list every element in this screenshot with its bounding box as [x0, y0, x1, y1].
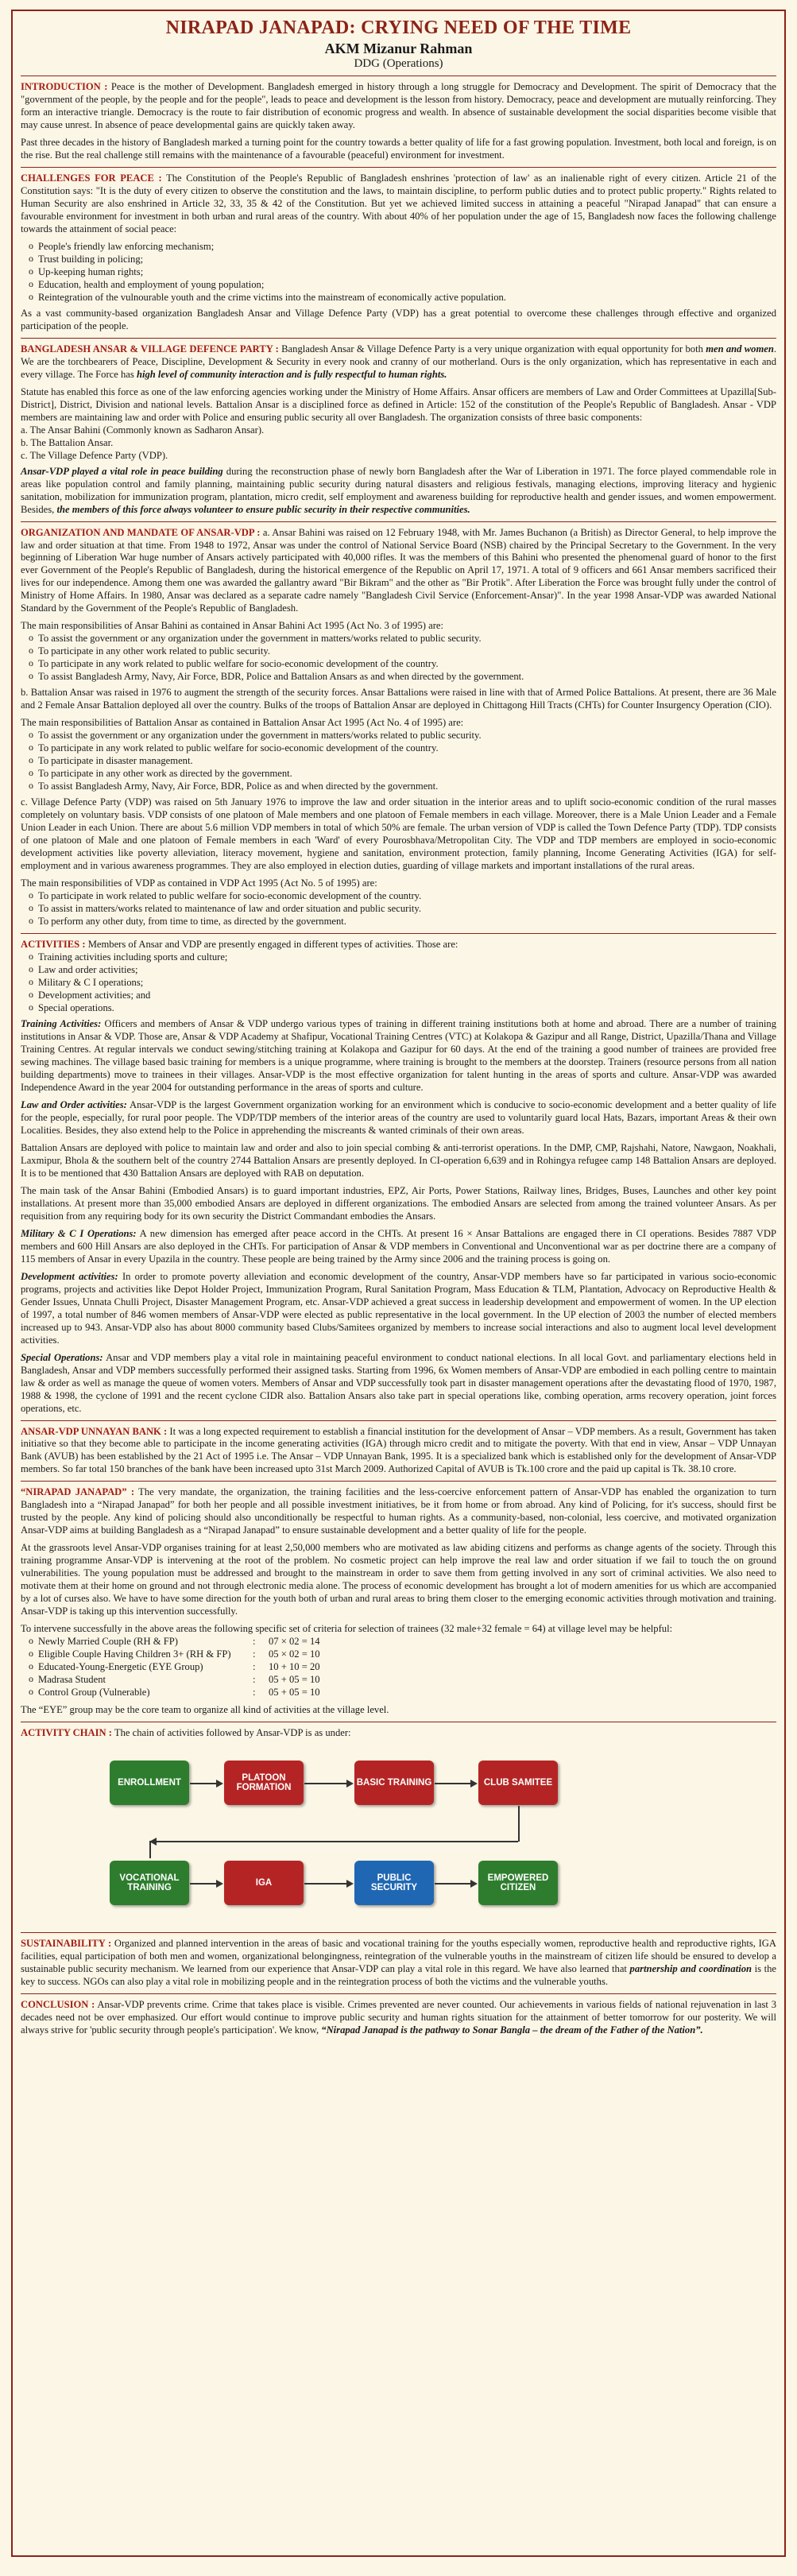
list-item: b. The Battalion Ansar.	[21, 436, 114, 448]
chain-connector	[149, 1841, 151, 1858]
list-item: o To participate in any work related to public welfare for socio-economic development of the country.	[29, 742, 776, 755]
chain-arrow	[304, 1783, 352, 1784]
bank-heading: ANSAR-VDP UNNAYAN BANK :	[21, 1425, 168, 1437]
mandate-list-2	[21, 730, 776, 793]
list-item: o Development activities; and	[29, 990, 776, 1002]
list-item: c. The Village Defence Party (VDP).	[21, 449, 168, 461]
training-paragraph	[21, 1018, 776, 1094]
table-row	[29, 1636, 776, 1648]
mandate-text-1: a. Ansar Bahini was raised on 12 February 1948, with Mr. James Buchanon (a British) as Director General, to help improve the law and order situation at that time. From 1948 to 1972, Ansar was under the control of National Service Board (NSB) chaired by the Principal Secretary to the Government. In the very beginning of Liberation War huge number of Ansars actively participated with 40,000 rifles. It was the members of this Bahini who presented the phenomenal guard of honor to the first ever Government of the People's Republic of Bangladesh, during the historical emergence of the Republic on April 17, 1971. A total of 9 officers and 661 Ansar members sacrificed their lives for our independence. Among them one was awarded the gallantry award "Bir Bikram" and the other as "Bir Protik". After Liberation the Force was brought fully under the control of Ministry of Home Affairs. In 1980, Ansar was declared as a separate cadre namely "Bangladesh Civil Service (Enforcement-Ansar)". In the year 1998 Ansar-VDP was awarded National Standard by the Government of the People's Republic of Bangladesh.	[21, 526, 776, 614]
nirapad-text-1: The very mandate, the organization, the training facilities and the less-coercive enforcement pattern of Ansar-VDP has enabled the organization to turn Bangladesh into a “Nirapad Janapad” for both her people and all possible investment initiatives, be it from home or from abroad. Any kind of Policing, for it's success, should first be trusted by the people. Any kind of policing should also unconditionally be respectful to human rights. As a community-based, non-colonial, less coercive, and motivated organization Ansar-VDP aims at building Bangladesh as a “Nirapad Janapad” to ensure sustainable development and a better quality of life for the people.	[21, 1486, 777, 1536]
chain-intro	[21, 1727, 776, 1740]
special-label: Special Operations:	[21, 1351, 103, 1363]
section-divider	[21, 167, 776, 168]
list-item: o Trust building in policing;	[29, 254, 776, 266]
list-item: o People's friendly law enforcing mechanism;	[29, 241, 776, 254]
chain-arrow	[190, 1883, 222, 1885]
mandate-paragraph-2: b. Battalion Ansar was raised in 1976 to augment the strength of the security forces. Ansar Battalions were raised in line with that of Armed Police Battalions. At present, there are 36 Male and 2 Female Ansar Battalion deployed all over the country. Bulks of the troops of Battalion Ansar are deployed in Chittagong Hill Tracts (CHTs) for Counter Insurgency Operation (CIO).	[21, 687, 776, 711]
development-label: Development activities:	[21, 1270, 118, 1282]
law-label: Law and Order activities:	[21, 1098, 127, 1110]
criteria-label: o Educated-Young-Energetic (EYE Group)	[29, 1661, 253, 1674]
activities-intro-text: Members of Ansar and VDP are presently engaged in different types of activities. Those are:	[87, 939, 458, 951]
special-paragraph	[21, 1352, 776, 1416]
chain-connector	[518, 1806, 520, 1842]
chain-arrow	[304, 1883, 352, 1885]
list-item: o To participate in work related to public welfare for socio-economic development of the country.	[29, 890, 776, 903]
vdp-heading: BANGLADESH ANSAR & VILLAGE DEFENCE PARTY :	[21, 343, 279, 354]
chain-arrow	[435, 1883, 476, 1885]
military-text: A new dimension has emerged after peace accord in the CHTs. At present 16 × Ansar Battalions are engaged there in CI operations. Besides 7887 VDP members and 600 Hill Ansars are also deployed in the CHTs. For participation of Ansar & VDP members in Conventional and Unconventional war as per doctrine there are a company of 115 members of Ansar in every Upazila in the country. These people are being trained by the Army since 2006 and the training process is going on.	[21, 1227, 776, 1265]
criteria-table	[29, 1636, 776, 1699]
criteria-colon: :	[253, 1661, 256, 1673]
chain-box-label: IGA	[255, 1878, 273, 1888]
vdp-components	[21, 424, 776, 463]
list-item: o To assist the government or any organization under the government in matters/works related to public security.	[29, 730, 776, 742]
list-item: o Special operations.	[29, 1002, 776, 1015]
vdp-paragraph-1	[21, 343, 776, 382]
mandate-resp-3: The main responsibilities of VDP as contained in VDP Act 1995 (Act No. 5 of 1995) are:	[21, 877, 377, 889]
vdp-text-1d: high level of community interaction and is fully respectful to human rights.	[136, 368, 447, 380]
chain-box-enrollment	[110, 1761, 189, 1805]
chain-box-label: CLUB SAMITEE	[483, 1778, 553, 1788]
mandate-paragraph-1	[21, 527, 776, 616]
author-designation: DDG (Operations)	[354, 57, 443, 70]
criteria-colon: :	[253, 1687, 256, 1699]
chain-arrow	[435, 1783, 476, 1784]
list-item: o To participate in disaster management.	[29, 755, 776, 768]
mandate-list-3	[21, 890, 776, 928]
list-item: o Education, health and employment of young population;	[29, 279, 776, 292]
mandate-heading: ORGANIZATION AND MANDATE OF ANSAR-VDP :	[21, 526, 261, 538]
mandate-resp-2: The main responsibilities of Battalion Ansar as contained in Battalion Ansar Act 1995 (Act No. 4 of 1995) are:	[21, 717, 464, 729]
military-paragraph	[21, 1228, 776, 1266]
chain-box-empowered-citizen	[478, 1861, 558, 1905]
conclusion-paragraph	[21, 1999, 776, 2037]
chain-box-label: BASIC TRAINING	[356, 1778, 432, 1788]
article-title: NIRAPAD JANAPAD: CRYING NEED OF THE TIME	[165, 17, 632, 38]
bank-paragraph	[21, 1426, 776, 1477]
chain-box-public-security	[354, 1861, 434, 1905]
section-divider	[21, 1932, 776, 1933]
mandate-paragraph-3: c. Village Defence Party (VDP) was raised on 5th January 1976 to improve the law and order situation in the interior areas and to uplift socio-economic condition of the rural masses completely on voluntary basis. VDP consists of one platoon of Male members and one platoon of Female members in each village. Moreover, there is a Male Union Leader and a Female Union Leader in each Union. There are about 5.6 million VDP members in total of which 50% are female. The urban version of VDP is called the Town Defence Party (TDP). TDP consists of one platoon of Male and one platoon of Female members in each 'Ward' of every Pourosbhava/Metropolitan City. The VDP and TDP members are employed in socio-economic development activities like poverty alleviation, literacy movement, hygiene and sanitation, environment protection, family planning, Income Generating Activities (IGA) for self-employment and in various awareness programmes. They are also employed in election duties, guarding of village markets and important installations of the rural areas.	[21, 796, 776, 872]
training-text: Officers and members of Ansar & VDP undergo various types of training in different training institutions both at home and abroad. There are a number of training institutions in Ansar & VDP. Those are, Ansar & VDP Academy at Shafipur, Vocational Training Centres (VTC) at Kolakopa & Gazipur and all Range, District, Upazilla/Thana and Village Training Centres. At regular intervals we conduct sewing/stitching training at Kolakopa and Gazipur for 60 days. At the end of the training a good number of trainees are provided free sewing machines. The village based basic training for members is a unique programme, where training is brought to the members at the doorstep. Trainers (resource persons from all nation building departments) move to trainees in their villages. Ansar-VDP is the most effective organization for talent hunting in the areas of sports and culture. Ansar-VDP was awarded Independence Award in the year 2004 for outstanding performance in the areas of sports and culture.	[21, 1017, 777, 1093]
section-divider	[21, 521, 776, 522]
criteria-colon: :	[253, 1636, 256, 1648]
list-item: o To assist the government or any organization under the government in matters/works related to public security.	[29, 633, 776, 645]
criteria-value: 05 + 05 = 10	[269, 1687, 320, 1699]
intro-paragraph-1	[21, 81, 776, 132]
list-item: o To assist Bangladesh Army, Navy, Air Force, BDR, Police as and when directed by the government.	[29, 781, 776, 793]
sustainability-text-3: is the key to success. NGOs can also play a vital role in mobilizing people and in the reintegration process of both the victims and the vulnerable youths.	[21, 1963, 777, 1988]
criteria-label: o Newly Married Couple (RH & FP)	[29, 1636, 253, 1648]
conclusion-text-2: “Nirapad Janapad is the pathway to Sonar Bangla – the dream of the Father of the Nation”.	[321, 2024, 703, 2036]
chain-box-label: EMPOWERED CITIZEN	[487, 1873, 549, 1893]
chain-box-label: VOCATIONAL TRAINING	[119, 1873, 180, 1893]
conclusion-text-1: Ansar-VDP prevents crime. Crime that takes place is visible. Crimes prevented are never counted. Our achievements in various fields of national rejuvenation in last 3 decades need not be over emphasized. Our effort would continue to improve public security and human rights situation for the attainment of better tomorrow for our posterity. We will always strive for 'public security through people's participation'. We know,	[21, 1999, 776, 2036]
nirapad-paragraph-3: To intervene successfully in the above areas the following specific set of criteria for selection of trainees (32 male+32 female = 64) at village level may be helpful:	[21, 1623, 673, 1635]
list-item: o To perform any other duty, from time to time, as directed by the government.	[29, 916, 776, 928]
table-row	[29, 1674, 776, 1687]
mandate-resp-1: The main responsibilities of Ansar Bahini as contained in Ansar Bahini Act 1995 (Act No. 3 of 1995) are:	[21, 620, 443, 632]
list-item: o To participate in any work related to public welfare for socio-economic development of the country.	[29, 658, 776, 671]
development-paragraph	[21, 1271, 776, 1347]
challenges-heading: CHALLENGES FOR PEACE :	[21, 172, 162, 184]
mandate-list-1	[21, 633, 776, 684]
list-item: o To participate in any other work related to public security.	[29, 645, 776, 658]
section-divider	[21, 338, 776, 339]
activities-intro	[21, 939, 776, 951]
chain-heading: ACTIVITY CHAIN :	[21, 1727, 112, 1739]
section-divider	[21, 1420, 776, 1421]
list-item: o To assist in matters/works related to maintenance of law and order situation and public security.	[29, 903, 776, 916]
intro-heading: INTRODUCTION :	[21, 81, 108, 92]
list-item: o Reintegration of the vulnourable youth and the crime victims into the mainstream of economically active population.	[29, 292, 776, 304]
vdp-paragraph-2: Statute has enabled this force as one of the law enforcing agencies working under the Ministry of Home Affairs. Ansar officers are members of Law and Order Committees at Upazilla[Sub-District], District, Division and national levels. Battalion Ansar is a disciplined force as defined in Article: 152 of the constitution of the People's Republic of Bangladesh. Ansar - VDP members are maintaining law and order with Police and ensuring public security all over Bangladesh. The organization consists of three basic components:	[21, 385, 776, 423]
vdp-text-3c: the members of this force always volunteer to ensure public security in their respective communities.	[54, 503, 470, 515]
nirapad-paragraph-1	[21, 1486, 776, 1537]
challenges-paragraph-1	[21, 172, 776, 236]
criteria-label: o Eligible Couple Having Children 3+ (RH & FP)	[29, 1648, 253, 1661]
criteria-colon: :	[253, 1648, 256, 1660]
criteria-label: o Madrasa Student	[29, 1674, 253, 1687]
criteria-value: 10 + 10 = 20	[269, 1661, 320, 1673]
criteria-value: 05 + 05 = 10	[269, 1674, 320, 1686]
law-paragraph-2: Battalion Ansars are deployed with police to maintain law and order and also to join special combing & anti-terrorist operations. In the DMP, CMP, Rajshahi, Natore, Nawgaon, Noakhali, Laxmipur, Bhola & the southern belt of the country 2744 Battalion Ansars are presently deployed. In CI-operation 6,639 and in Rohingya refugee camp 148 Battalion Ansars are deployed. It is to be mentioned that 430 Battalion Ansars are deployed with RAB on deputation.	[21, 1141, 776, 1179]
chain-box-platoon-formation	[224, 1761, 304, 1805]
sustainability-heading: SUSTAINABILITY :	[21, 1938, 112, 1950]
intro-text-1: Peace is the mother of Development. Bangladesh emerged in history through a long struggle for Democracy and Development. The spirit of Democracy that the "government of the people, by the people and for the people", leads to peace and development is the lesson from history. Democracy, peace and development are mutually reinforcing. They form an interactive triangle. Democracy is the route to fair distribution of economic progress and wealth. In absence of sustainable development the social disparities become visible that may cause unrest. In absence of peace developmental gains are quickly taken away.	[21, 81, 777, 130]
table-row	[29, 1661, 776, 1674]
nirapad-paragraph-4: The “EYE” group may be the core team to organize all kind of activities at the village level.	[21, 1704, 389, 1716]
chain-box-iga	[224, 1861, 304, 1905]
challenges-paragraph-2: As a vast community-based organization Bangladesh Ansar and Village Defence Party (VDP) has a great potential to overcome these challenges through effective and organized participation of the people.	[21, 307, 776, 331]
challenges-text-1: The Constitution of the People's Republic of Bangladesh enshrines 'protection of law' as an inalienable right of every citizen. Article 21 of the Constitution says: "It is the duty of every citizen to observe the constitution and the laws, to maintain discipline, to perform public duties and to protect public property." Rights related to Human Security are also enshrined in Article 32, 33, 35 & 42 of the Constitution. But yet we achieved limited success in attaining a peaceful "Nirapad Janapad" that can ensure a favourable environment for investment in both urban and rural areas of the country. With about 40% of her population under the age of 15, Bangladesh now faces the following challenge towards the attainment of social peace:	[21, 172, 776, 234]
nirapad-heading: “NIRAPAD JANAPAD” :	[21, 1486, 135, 1498]
chain-connector-arrow	[151, 1841, 518, 1842]
chain-box-label: PUBLIC SECURITY	[370, 1873, 418, 1893]
section-divider	[21, 1993, 776, 1994]
chain-arrow	[190, 1783, 222, 1784]
chain-box-basic-training	[354, 1761, 434, 1805]
criteria-colon: :	[253, 1674, 256, 1686]
chain-box-vocational-training	[110, 1861, 189, 1905]
special-text: Ansar and VDP members play a vital role in maintaining peaceful environment to conduct national elections. In all local Govt. and parliamentary elections held in Bangladesh, Ansar and VDP members successfully performed their assigned tasks. Starting from 1996, 6x Women members of Ansar-VDP are embodied in each polling centre to maintain law & order as well as manage the queue of women voters. Members of Ansar and VDP successfully took part in disaster management operations after the devastating flood of 1970, 1987, 1988 & 1998, the cyclone of 1991 and the recent cyclone CIDR also. Battalion Ansars also take part in special operations like, combing operation, arms recovery operation, joint forces operations, etc.	[21, 1351, 776, 1414]
list-item: o To assist Bangladesh Army, Navy, Air Force, BDR, Police and Battalion Ansars as and when directed by the government.	[29, 671, 776, 684]
vdp-text-3b: during the reconstruction phase of newly born Bangladesh after the War of Liberation in 1971. The force played commendable role in areas like population control and family planning, maintaining public security during natural disasters and religious festivals, managing elections, improving literacy and hygienic sanitation, mobilization for immunization program, plantation, micro credit, self employment and awareness building for reproductive health and gender issues, and women empowerment. Besides,	[21, 465, 776, 515]
article-page	[11, 10, 786, 2557]
list-item: o Military & C I operations;	[29, 977, 776, 990]
intro-paragraph-2: Past three decades in the history of Bangladesh marked a turning point for the country towards a better quality of life for a fast growing population. Investment, both local and foreign, is on the rise. But the real challenge still remains with the maintenance of a favourable (peaceful) environment for investment.	[21, 136, 776, 161]
activity-chain-diagram	[21, 1745, 776, 1927]
vdp-text-1a: Bangladesh Ansar & Village Defence Party is a very unique organization with equal opportunity for both	[281, 343, 703, 354]
list-item: a. The Ansar Bahini (Commonly known as Sadharon Ansar).	[21, 424, 265, 436]
development-text: In order to promote poverty alleviation and economic development of the country, Ansar-VDP members have so far participated in various socio-economic programs, projects and activities like Depot Holder Project, Immunization Program, Rural Sanitation Program, Mass Education & TLM, Plantation, Advocacy on Reproductive Health & Gender Issues, Unnata Chulli Project, Disaster Management Program, etc. Ansar-VDP achieved a great success in leadership development and empowerment of women. In the UP election of 1997, a total number of 846 women members of Ansar-VDP were elected as public representative in the local government. In the UP election of 2003 the number of elected members increased up to 943. Ansar-VDP also has about 8000 community based Clubs/Samitees organized by members to increase social interactions and also to augment local level development activities.	[21, 1270, 776, 1346]
criteria-value: 07 × 02 = 14	[269, 1636, 320, 1648]
vdp-paragraph-3	[21, 466, 776, 517]
chain-box-label: PLATOON FORMATION	[236, 1773, 292, 1793]
military-label: Military & C I Operations:	[21, 1227, 137, 1239]
section-divider	[21, 1481, 776, 1482]
list-item: o To participate in any other work as directed by the government.	[29, 768, 776, 781]
sustainability-text-1: Organized and planned intervention in the areas of basic and vocational training for the youths especially women, reproductive health and reproductive rights, IGA facilities, equal participation of both men and women, organizational belongingness, reintegration of the vulnerable youths in the mainstream of citizen life should be ensured to develop a sustainable public security mechanism. We learned from our experience that Ansar-VDP can play a vital role in this regard. We have also learned that	[21, 1938, 776, 1975]
nirapad-paragraph-2: At the grassroots level Ansar-VDP organises training for at least 2,50,000 members who are motivated as law abiding citizens and performs as change agents of the society. Through this training programme Ansar-VDP is intervening at the root of the problem. No cosmetic project can help improve the real law and order situation if we fail to touch the on ground vulnerabilities. The young population must be addressed and brought to the mainstream in order to save them from getting involved in any sort of criminal activities. We also need to motivate them at their home on ground and not through electronic media alone. The process of economic development has brought a lot of modern amenities for us which are accompanied by a lot of curses also. We have to have some direction for the youth both of urban and rural areas to bring them closer to the emerging economic activities through motivation and training. Ansar-VDP is taking up this intervention successfully.	[21, 1542, 776, 1617]
law-paragraph-3: The main task of the Ansar Bahini (Embodied Ansars) is to guard important industries, EPZ, Air Ports, Power Stations, Railway lines, Bridges, Buses, Launches and other key point installations. At present more than 35,000 embodied Ansars are deployed in different organizations. The embodied Ansars are selected from among the trained volunteer Ansars. As per requisition from any requiring body for its own security the District Commandant embodies the Ansars.	[21, 1184, 776, 1222]
training-label: Training Activities:	[21, 1017, 102, 1029]
section-divider	[21, 933, 776, 934]
chain-intro-text: The chain of activities followed by Ansar-VDP is as under:	[114, 1727, 351, 1739]
table-row	[29, 1687, 776, 1699]
table-row	[29, 1648, 776, 1661]
vdp-text-1b: men and women	[706, 343, 774, 354]
criteria-value: 05 × 02 = 10	[269, 1648, 320, 1660]
list-item: o Up-keeping human rights;	[29, 266, 776, 279]
list-item: o Law and order activities;	[29, 964, 776, 977]
activities-list	[21, 951, 776, 1015]
vdp-text-3a: Ansar-VDP played a vital role in peace building	[21, 465, 223, 477]
chain-box-label: ENROLLMENT	[118, 1778, 181, 1788]
criteria-label: o Control Group (Vulnerable)	[29, 1687, 253, 1699]
bank-text: It was a long expected requirement to establish a financial institution for the development of Ansar – VDP members. As a result, Government has taken initiative so that they become able to participate in the income generating activities (IGA) through micro credit and to mitigate the poverty. With that end in view, Ansar – VDP Unnayan Bank (AVUB) has been established by the 21 Act of 1995 i.e. The Ansar – VDP Unnayan Bank, 1995. It is a specialized bank which is established only for the development of Ansar-VDP members. So far total 150 branches of the bank have been increased upto 31st March 2009. Authorized Capital of AVUB is Tk.100 crore and the paid up capital is Tk. 38.10 crore.	[21, 1425, 776, 1475]
law-text-1: Ansar-VDP is the largest Government organization working for an environment which is conducive to socio-economic development and a better quality of life for the people, especially, for rural poor people. The VDP/TDP members of the interior areas of the country are used to voluntarily guard local Hats, Bazars, important Areas & their own Localities. Besides, they also extend help to the Police in apprehending the miscreants & wanted criminals of their own areas.	[21, 1098, 776, 1136]
list-item: o Training activities including sports and culture;	[29, 951, 776, 964]
challenges-list	[21, 241, 776, 304]
sustainability-text-2: partnership and coordination	[629, 1963, 753, 1975]
law-paragraph-1	[21, 1099, 776, 1137]
vdp-text-1c: . We are the torchbearers of Peace, Discipline, Development & Security in every nook and cranny of our motherland. Ours is the only organization, which has representative in each and every village. The Force has	[21, 343, 777, 380]
chain-box-club-samitee	[478, 1761, 558, 1805]
conclusion-heading: CONCLUSION :	[21, 1999, 95, 2011]
sustainability-paragraph	[21, 1938, 776, 1989]
author-name: AKM Mizanur Rahman	[324, 41, 473, 56]
activities-heading: ACTIVITIES :	[21, 939, 86, 951]
